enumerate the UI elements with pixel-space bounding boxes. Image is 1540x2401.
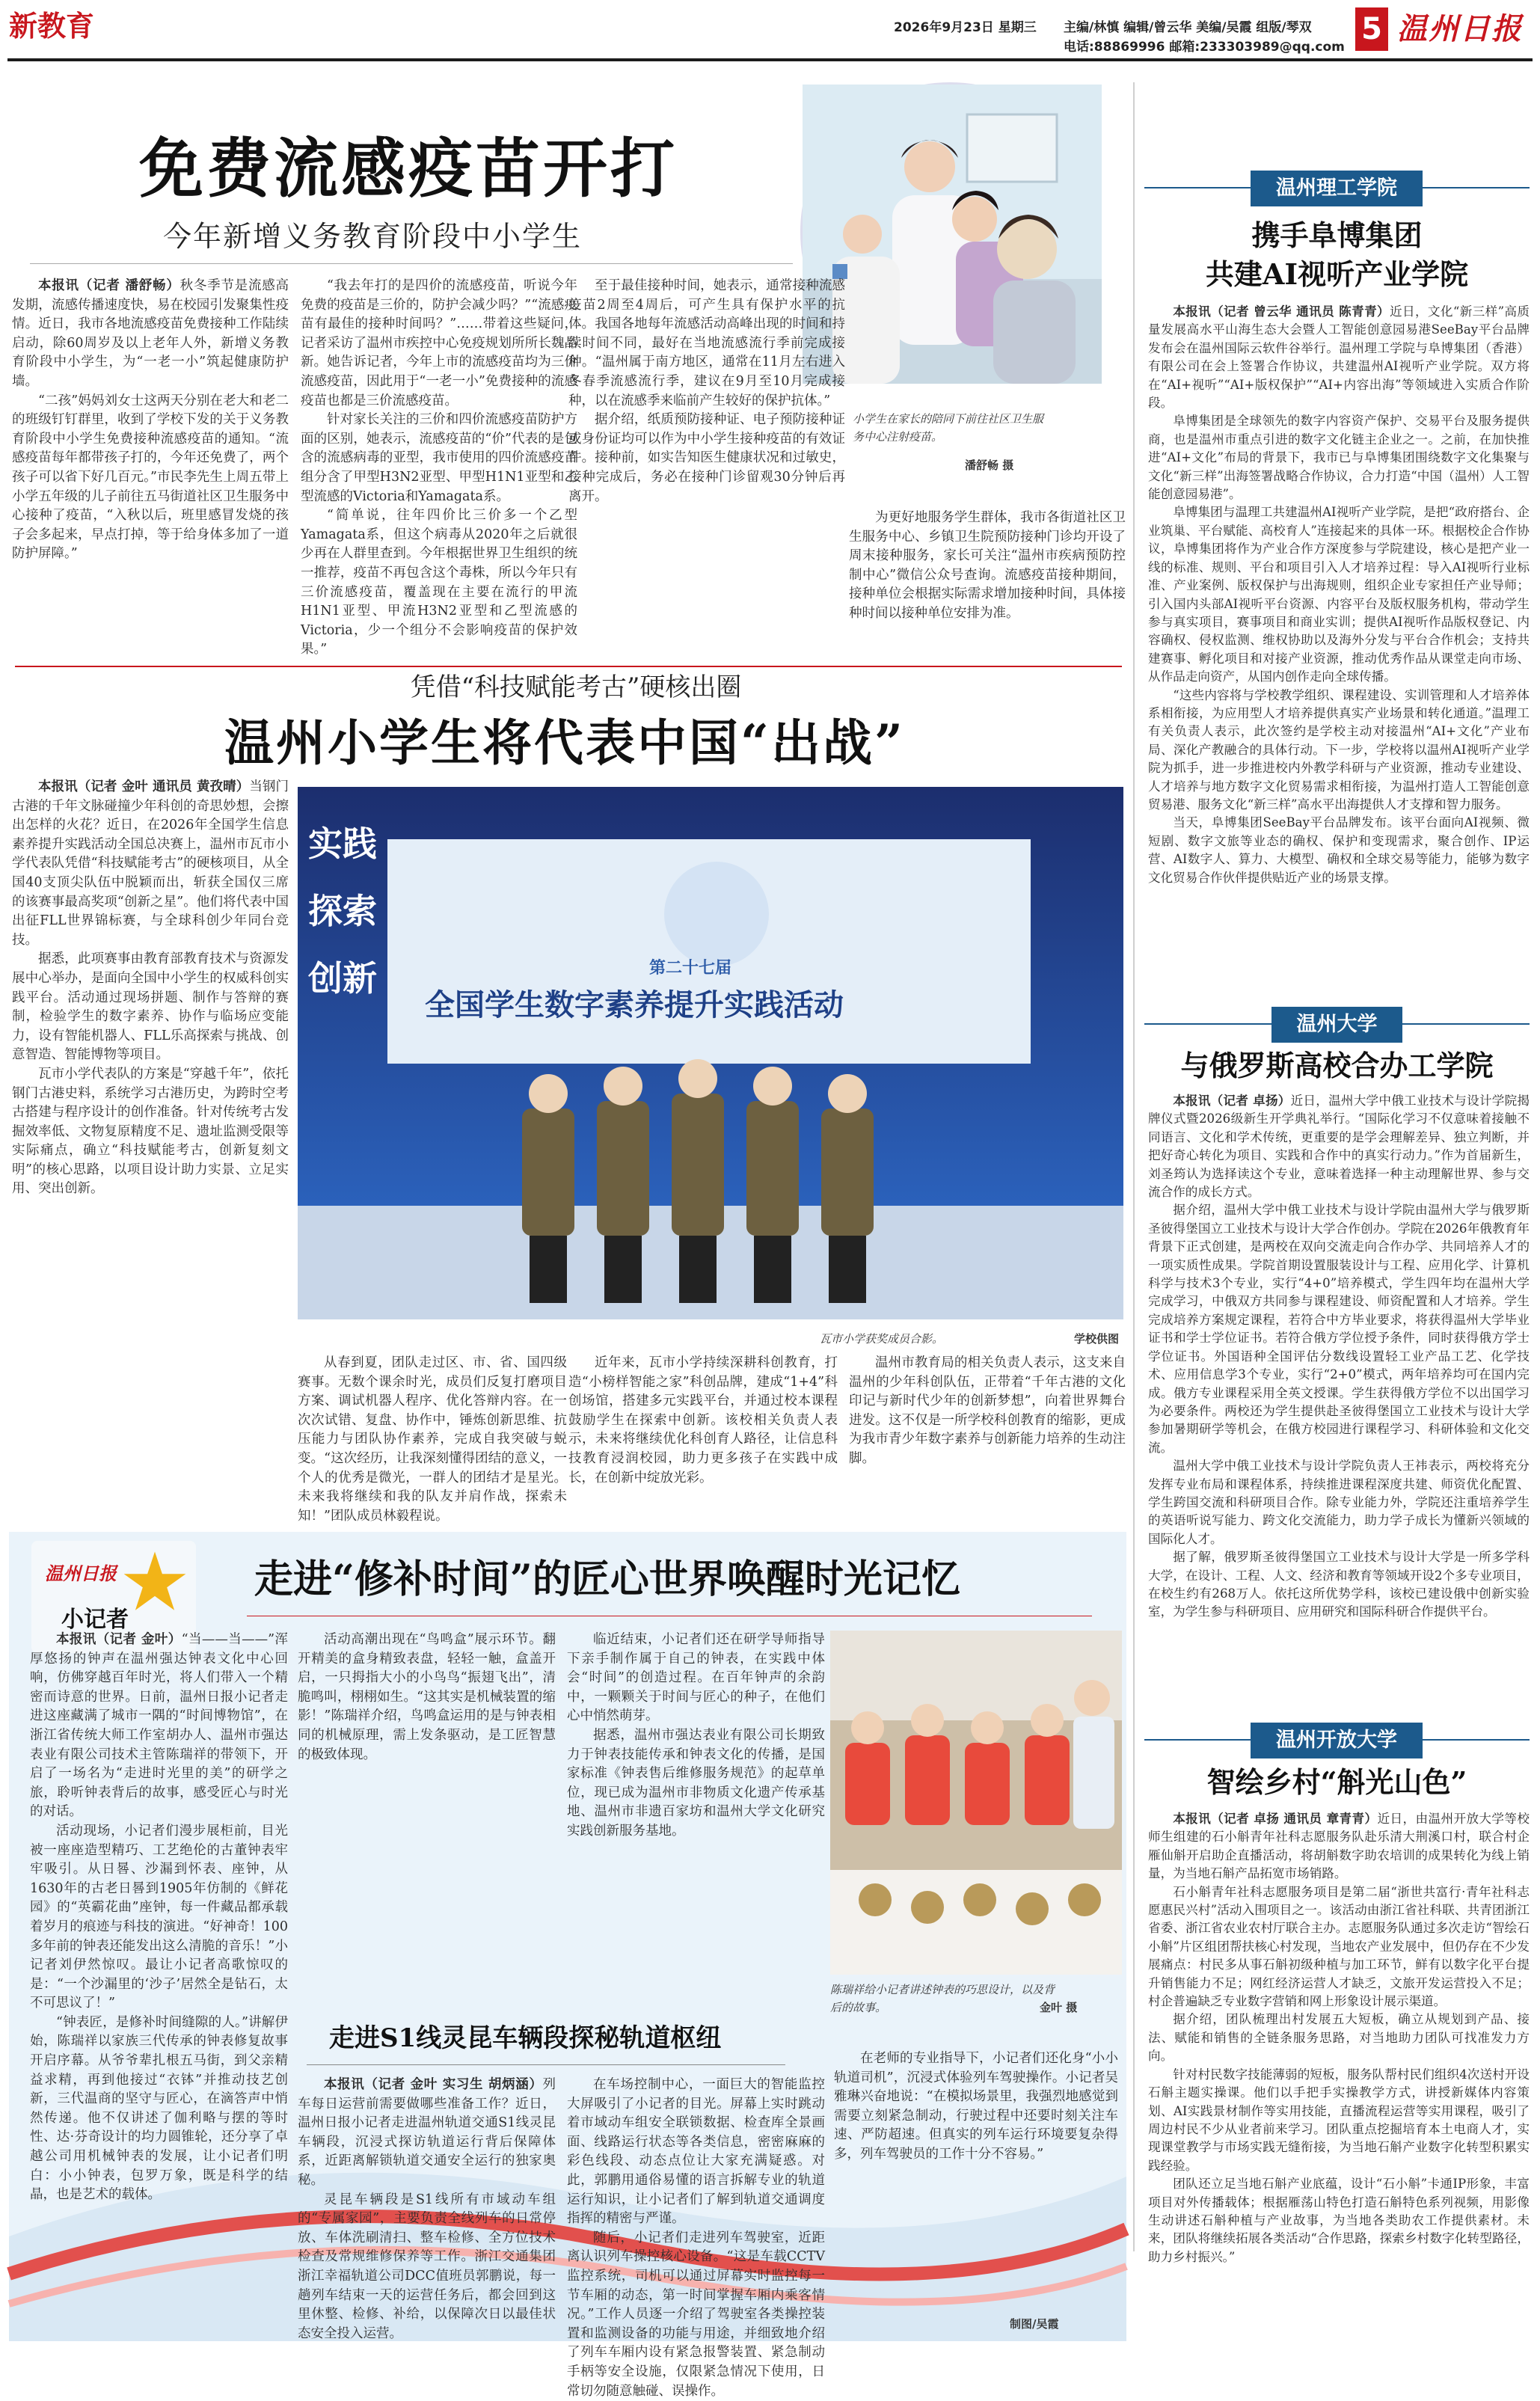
- paragraph: 列车每日运营前需要做哪些准备工作？近日，温州日报小记者走进温州轨道交通S1线灵昆车辆段，沉浸式探访轨道运行背后保障体系，近距离解锁轨道交通安全运行的独家奥秘。: [298, 2077, 556, 2188]
- story-column-2: [301, 277, 577, 657]
- story-column-1: [30, 1631, 288, 2289]
- section-header: 温州开放大学: [1251, 1723, 1423, 1758]
- story-column: [1148, 303, 1530, 976]
- paragraph: 据悉，此项赛事由教育部教育技术与资源发展中心举办，是面向全国中小学生的权威科创实践平台。活动通过现场拼题、制作与答辩的赛制，检验学生的数字素养、协作与临场应变能力，设有智能机器人、FLL乐高探索与挑战、创意智造、智能博物等项目。: [12, 951, 289, 1063]
- paragraph: 近日，文化“新三样”高质量发展高水平山海生态大会暨人工智能创意园易港SeeBay平台品牌发布会在温州国际云软件谷举行。温州理工学院与阜博集团（香港）有限公司在会上签署合作协议，共建温州AI视听产业学院。双方将在“AI+视听”“AI+版权保护”“AI+内容出海”等领域进入实质合作阶段。: [1148, 304, 1530, 411]
- contact-info: 电话:88869996 邮箱:233303989@qq.com: [1064, 40, 1345, 55]
- byline: 本报讯（记者 卓扬 通讯员 章青青）: [1173, 1812, 1378, 1826]
- paragraph: 据介绍，温州大学中俄工业技术与设计学院由温州大学与俄罗斯圣彼得堡国立工业技术与设计大学合作创办。学院在2026年俄教育年背景下正式创建，是两校在双向交流走向合作办学、共同培养人才的一项实质性成果。学院首期设置服装设计与工程、应用化学、计算机科学与技术3个专业，实行“4+0”培养模式，学生四年均在温州大学完成学习，中俄双方共同参与课程建设、师资配置和人才培养。学生完成培养方案规定课程，若符合中方毕业要求，将获得温州大学毕业证书和学士学位证书。若符合俄方学位授予条件，同时获得俄方学士学位证书。外国语种全国评估分数线设置轻工业产品工艺、化学技术、应用信息学3个专业，实行“2+0”模式，两年培养均可在国内完成。俄方专业课程采用全英文授课。学生获得俄方学位不以出国学习为必要条件。两校还为学生提供赴圣彼得堡国立工业技术与设计大学参加暑期研学等机会，在俄方校园进行课程学习、科研体验和文化交流。: [1148, 1203, 1530, 1455]
- design-credit: 制图/吴霞: [1010, 2317, 1059, 2331]
- sub-headline-underline: [307, 2064, 785, 2065]
- paragraph: “钟表匠，是修补时间缝隙的人。”讲解伊始，陈瑞祥以家族三代传承的钟表修复故事开启序幕。从爷爷辈扎根五马街，到父亲精益求精，再到他接过“衣钵”并推动技艺创新，三代温商的坚守与匠心，在滴答声中悄然传递。他不仅讲述了伽利略与摆的等时性、达·芬奇设计的均力圆锥轮，还分享了卓越公司用机械钟表的发展，让小记者们明白：小小钟表，包罗万象，既是科学的结晶，也是艺术的载体。: [30, 2014, 288, 2203]
- story-column-4: [849, 509, 1126, 628]
- headline: 与俄罗斯高校合办工学院: [1180, 1049, 1494, 1082]
- headline: 温州小学生将代表中国“出战”: [224, 714, 905, 772]
- section-label: 新教育: [9, 10, 95, 43]
- paragraph: 针对村民数字技能薄弱的短板，服务队帮村民们组织4次送村开设石斛主题实操课。他们以手把手实操教学方式，讲授新媒体内容策划、AI实践景材制作等实用技能，直播流程运营等实用课程，吸引了周边村民不少从业者前来学习。团队重点挖掘培育本土电商人才，实现课堂教学与市场实践无缝衔接，为当地石斛产业数字化转型积累实践经验。: [1148, 2067, 1530, 2173]
- paragraph: “简单说，往年四价比三价多一个乙型Yamagata系，但这个病毒从2020年之后就很少再在人群里查到。今年根据世界卫生组织的统一推荐，疫苗不再包含这个毒株，所以今年只有三价流感疫苗，覆盖现在主要在流行的甲流H1N1亚型、甲流H3N2亚型和乙型流感的Victoria，少一个组分不会影响疫苗的保护效果。”: [301, 508, 577, 657]
- story-column-1: [12, 277, 289, 628]
- paragraph: 临近结束，小记者们还在研学导师指导下亲手制作属于自己的钟表，在实践中体会“时间”的创造过程。在百年钟声的余韵中，一颗颗关于时间与匠心的种子，在他们心中悄然萌芽。: [567, 1632, 825, 1724]
- photo-caption: 陈瑞祥给小记者讲述钟表的巧思设计，以及背后的故事。: [830, 1983, 1055, 2014]
- paragraph: 活动现场，小记者们漫步展柜前，目光被一座座造型精巧、工艺绝伦的古董钟表牢牢吸引。从日晷、沙漏到怀表、座钟，从1630年的古老日晷到1905年仿制的《鲜花园》的“英霸花曲”座钟，每一件藏品都承载着岁月的痕迹与科技的演进。“好神奇！100多年前的钟表还能发出这么清脆的音乐！”小记者刘伊然惊叹。最让小记者高歌惊叹的是：“一个沙漏里的‘沙子’居然全是钻石，太不可思议了！”: [30, 1823, 288, 2011]
- paragraph: “二孩”妈妈刘女士这两天分别在老大和老二的班级钉钉群里，收到了学校下发的关于义务教育阶段中小学生免费接种流感疫苗的通知。“流感疫苗每年都带孩子打的，今年还免费了，两个孩子可以省下好几百元。”市民李先生上周五带上小学五年级的儿子前往五马街道社区卫生服务中心接种了疫苗，“入秋以后，班里感冒发烧的孩子会多起来，早点打掉，等于给身体多加了一道防护屏障。”: [12, 393, 289, 562]
- photo-caption: 小学生在家长的陪同下前往社区卫生服务中心注射疫苗。: [853, 412, 1044, 444]
- paragraph: 据介绍，纸质预防接种证、电子预防接种证或身份证均可以作为中小学生接种疫苗的有效证件。接种前，如实告知医生健康状况和过敏史，接种完成后，务必在接种门诊留观30分钟后再离开。: [568, 412, 845, 504]
- paragraph: 团队还立足当地石斛产业底蕴，设计“石小斛”卡通IP形象，丰富项目对外传播载体；根据雁荡山特色打造石斛特色系列视频，用影像生动讲述石斛种植与产业故事，为当地各类助农工作提供素材。未来，团队将继续拓展各类活动“合作思路，探索乡村数字化转型路径，助力乡村振兴。”: [1148, 2177, 1530, 2264]
- byline: 本报讯（记者 卓扬）: [1173, 1094, 1291, 1108]
- headline: 走进“修补时间”的匠心世界唤醒时光记忆: [254, 1557, 960, 1602]
- paragraph: 从春到夏，团队走过区、市、省、国四级赛事。无数个课余时光，成员们反复打磨项目方案、调试机器人程序、优化答辩内容。在一次次试错、复盘、协作中，锤炼创新思维、抗压能力与团队协作素养，完成自我突破与蜕变。“这次经历，让我深刻懂得团结的意义，一个人的优秀是微光，一群人的团结才是星光。未来我将继续和我的队友并肩作战，探索未知！”团队成员林毅程说。: [298, 1355, 567, 1524]
- paragraph: 石小斛青年社科志愿服务项目是第二届“浙世共富行·青年社科志愿惠民兴村”活动入围项目之一。该活动由浙江省社科联、共青团浙江省委、浙江省农业农村厅联合主办。志愿服务队通过多次走访“智绘石小斛”片区组团帮扶核心村发现，当地农产业发展中，但仍存在不少发展痛点：村民多从事石斛初级种植与加工环节，鲜有以数字化平台提升销售能力不足；网红经济运营人才缺乏，文旅开发运营投入不足；村企普遍缺乏专业数字营销和网上形象设计展示渠道。: [1148, 1884, 1530, 2009]
- sub-byline: 本报讯（记者 金叶 实习生 胡炳涵）: [324, 2077, 543, 2092]
- title-underline: [30, 263, 793, 264]
- paragraph: 据介绍，团队梳理出村发展五大短板，确立从规划到产品、接法、赋能和销售的全链条服务思路，对当地助力团队可找准发力方向。: [1148, 2012, 1530, 2064]
- byline: 本报讯（记者 潘舒畅）: [38, 278, 180, 293]
- byline: 本报讯（记者 金叶）: [56, 1632, 182, 1647]
- byline: 本报讯（记者 曾云华 通讯员 陈青青）: [1173, 304, 1390, 319]
- paragraph: 阜博集团是全球领先的数字内容资产保护、交易平台及服务提供商，也是温州市重点引进的数字文化链主企业之一。之前，在加快推进“AI+文化”布局的背景下，我市已与阜博集团围绕数字文化集聚与文化“新三样”出海签署战略合作协议，合力打造“中国（温州）人工智能创意园易港”。: [1148, 414, 1530, 502]
- badge-paper-name: 温州日报: [45, 1563, 117, 1584]
- subheadline: 今年新增义务教育阶段中小学生: [163, 220, 583, 253]
- banner-event-name: 全国学生数字素养提升实践活动: [425, 988, 844, 1022]
- paragraph: 灵昆车辆段是S1线所有市域动车组的“专属家园”，主要负责全线列车的日常停放、车体洗刷清扫、整车检修、全方位技术检查及常规维修保养等工作。浙江交通集团浙江幸福轨道公司DCC值班员郭鹏说，每一趟列车结束一天的运营任务后，都会回到这里休整、检修、补给，以保障次日以最佳状态安全投入运营。: [298, 2192, 556, 2341]
- paragraph: 据悉，温州市强达表业有限公司长期致力于钟表技能传承和钟表文化的传播，是国家标准《钟表售后维修服务规范》的起草单位，现已成为温州市非物质文化遗产传承基地、温州市非遗百家坊和温州大学文化研究实践创新服务基地。: [567, 1727, 825, 1839]
- issue-date: 2026年9月23日 星期三: [894, 20, 1037, 35]
- paragraph: 至于最佳接种时间，她表示，通常接种流感疫苗2周至4周后，可产生具有保护水平的抗体。我国各地每年流感活动高峰出现的时间和持续时间不同，最好在当地流感流行季前完成接种。“温州属于南方地区，通常在11月左右进入冬春季流感流行季，建议在9月至10月完成接种，以在流感季来临前产生较好的保护抗体。”: [568, 278, 845, 408]
- story-column-3: [568, 277, 845, 628]
- paragraph: 在车场控制中心，一面巨大的智能监控大屏吸引了小记者的目光。屏幕上实时跳动着市域动车组安全联锁数据、检查库全景画面、线路运行状态等各类信息，密密麻麻的彩色线段、动态点位让大家充满疑惑。对此，郭鹏用通俗易懂的语言拆解专业的轨道运行知识，让小记者们了解到轨道交通调度指挥的精密与严谨。: [567, 2077, 825, 2227]
- story-column-3: [567, 1631, 825, 1960]
- side-word-innovate: 创新: [308, 958, 377, 999]
- header-rule: [7, 58, 1533, 61]
- paragraph: 阜博集团与温理工共建温州AI视听产业学院，是把“政府搭台、企业筑巢、平台赋能、高校育人”连接起来的具体一环。根据校企合作协议，阜博集团将作为产业合作方深度参与学院建设，核心是把产业一线的标准、规则、平台和项目引入人才培养过程：导入AI视听行业标准、产业案例、版权保护与出海规则，组织企业专家担任产业导师；引入国内头部AI视听平台资源、内容平台及版权服务机构，带动学生参与真实项目，赛事项目和商业实训；提供AI视听作品版权登记、内容确权、侵权监测、维权协助以及海外分发与平台合作机会；支持共建赛事、孵化项目和对接产业资源，推动优秀作品从课堂走向市场、从作品走向资产，从国内创作走向全球传播。: [1148, 505, 1530, 684]
- paragraph: 近年来，瓦市小学持续深耕科创教育，打造“小榜样智能之家”科创品牌，建成“1+4”科创场馆，搭建多元实践平台，并通过校本课程鼓励学生在探索中创新。该校相关负责人表示，未来将继续优化科创育人路径，让信息科技教育浸润校园，助力更多孩子在实践中成长，在创新中绽放光彩。: [568, 1355, 838, 1485]
- paragraph: 近日，温州大学中俄工业技术与设计学院揭牌仪式暨2026级新生开学典礼举行。“国际化学习不仅意味着接触不同语言、文化和学术传统，更重要的是学会理解差异、独立判断，并把好奇心转化为项目、实践和合作中的真实行动力。”作为首届新生，刘圣筠认为选择读这个专业，意味着选择一种主动理解世界、参与交流合作的成长方式。: [1148, 1094, 1530, 1200]
- paragraph: 温州大学中俄工业技术与设计学院负责人王祎表示，两校将充分发挥专业布局和课程体系，持续推进课程深度共建、师资优化配置、学生跨国交流和科研项目合作。除专业能力外，学院还注重培养学生的英语听说写能力、跨文化交流能力，助力学子成长为懂新兴领域的国际化人才。: [1148, 1459, 1530, 1546]
- paragraph: 在老师的专业指导下，小记者们还化身“小小轨道司机”，沉浸式体验列车驾驶操作。小记者吴雅琳兴奋地说：“在模拟场景里，我强烈地感觉到需要立刻紧急制动，行驶过程中还要时刻关注车速、严防超速。但真实的列车运行环境要复杂得多，列车驾驶员的工作十分不容易。”: [834, 2051, 1118, 2162]
- story-column: [1148, 1092, 1530, 1720]
- story-column-4: [849, 1354, 1126, 1503]
- page-number: 5: [1355, 7, 1388, 51]
- photo-credit: 学校供图: [1074, 1332, 1120, 1346]
- sub-column-1: [298, 2076, 556, 2341]
- sub-headline: 走进S1线灵昆车辆段探秘轨道枢纽: [329, 2023, 722, 2053]
- photo-credit: 潘舒畅 摄: [965, 459, 1014, 472]
- headline-line-1: 携手阜博集团: [1251, 218, 1423, 252]
- paper-logo: 温州日报: [1397, 11, 1523, 46]
- paragraph: 温州市教育局的相关负责人表示，这支来自温州的少年科创队伍，正带着“千年古港的文化印记与新时代少年的创新梦想”，向着世界舞台进发。这不仅是一所学校科创教育的缩影，更成为我市青少年数字素养与创新能力培养的生动注脚。: [849, 1355, 1126, 1466]
- paragraph: 近日，由温州开放大学等校师生组建的石小斛青年社科志愿服务队赴乐清大荆溪口村，联合村企雁仙斛开启助企直播活动，将胡斛数字助农培训的成果转化为线上销量，为当地石斛产品拓宽市场销路。: [1148, 1812, 1530, 1881]
- headline-line-2: 共建AI视听产业学院: [1205, 257, 1469, 291]
- badge-label: 小记者: [61, 1607, 129, 1633]
- story-column: [1148, 1810, 1530, 2334]
- star-icon: [121, 1548, 188, 1616]
- photo-credit: 金叶 摄: [1040, 2001, 1078, 2014]
- story-rule: [15, 666, 1122, 667]
- column-divider: [1133, 82, 1135, 2251]
- paragraph: 据了解，俄罗斯圣彼得堡国立工业技术与设计大学是一所多学科大学，在设计、工程、人文、经济和教育等领域开设2个多专业项目，在校生约有268万人。依托这所优势学科，该校已建设俄中创新实验室，为学生参与科研项目、应用研究和国际科研合作提供平台。: [1148, 1550, 1530, 1619]
- paragraph: 秋冬季节是流感高发期，流感传播速度快，易在校园引发聚集性疫情。近日，我市各地流感疫苗免费接种工作陆续启动，除60周岁及以上老年人外，新增义务教育阶段中小学生，为“一老一小”筑起健康防护墙。: [12, 278, 289, 389]
- paragraph: 针对家长关注的三价和四价流感疫苗防护方面的区别，她表示，流感疫苗的“价”代表的是包含的流感病毒的亚型，我市使用的四价流感疫苗组分含了甲型H3N2亚型、甲型H1N1亚型和乙型流感的Victoria和Yamagata系。: [301, 412, 577, 504]
- side-word-practice: 实践: [308, 824, 377, 864]
- photo-caption: 瓦市小学获奖成员合影。: [820, 1332, 944, 1346]
- clock-workshop-photo: [830, 1631, 1122, 1975]
- editor-credits: 主编/林慎 编辑/曾云华 美编/吴霞 组版/琴双: [1064, 20, 1312, 35]
- section-header: 温州大学: [1271, 1007, 1402, 1043]
- sub-column-3: [834, 2049, 1118, 2322]
- paragraph: “这些内容将与学校教学组织、课程建设、实训管理和人才培养体系相衔接，为应用型人才培养提供真实产业场景和转化通道。”温理工有关负责人表示，此次签约是学校主动对接温州“AI+文化”产业布局、深化产教融合的具体行动。下一步，学校将以温州AI视听产业学院为抓手，进一步推进校内外教学科研与产业资源，推动专业建设、人才培养与地方数字文化贸易需求相衔接，为温州打造人工智能创意贸易港、服务文化“新三样”高水平出海提供人才支撑和智力服务。: [1148, 687, 1530, 812]
- story-column-2: [298, 1354, 567, 1524]
- story-column-3: [568, 1354, 838, 1503]
- paragraph: 为更好地服务学生群体，我市各街道社区卫生服务中心、乡镇卫生院预防接种门诊均开设了周末接种服务，家长可关注“温州市疾病预防控制中心”微信公众号查询。流感疫苗接种期间，接种单位会根据实际需求增加接种时间，具体接种时间以接种单位安排为准。: [849, 510, 1126, 621]
- headline: 智绘乡村“斛光山色”: [1206, 1765, 1467, 1799]
- story-column-2: [298, 1631, 556, 1960]
- side-word-explore: 探索: [308, 891, 377, 931]
- story-column-1: [12, 778, 289, 1337]
- paragraph: 活动高潮出现在“鸟鸣盒”展示环节。翻开精美的盒身精致表盘，轻轻一触，盒盖开启，一只拇指大小的小鸟鸟“振翅飞出”，清脆鸣叫，栩栩如生。“这其实是机械装置的缩影！”陈瑞祥介绍，鸟鸣盒运用的是与钟表相同的机械原理，需上发条驱动，是工匠智慧的极致体现。: [298, 1632, 556, 1762]
- paragraph: “我去年打的是四价的流感疫苗，听说今年免费的疫苗是三价的，防护会减少吗？”“流感疫苗有最佳的接种时间吗？”……带着这些疑问，记者采访了温州市疾控中心免疫规划所所长魏晶新。她告诉记者，今年上市的流感疫苗均为三价流感疫苗，因此用于“一老一小”免费接种的流感疫苗也都是三价流感疫苗。: [301, 278, 577, 408]
- award-team-photo: [298, 787, 1123, 1319]
- paragraph: “当——当——”浑厚悠扬的钟声在温州强达钟表文化中心回响，仿佛穿越百年时光，将人们带入一个精密而诗意的世界。日前，温州日报小记者走进这座藏满了城市一隅的“时间博物馆”，在浙江省传统大师工作室胡办人、温州市强达表业有限公司技术主管陈瑞祥的带领下，开启了一场名为“走进时光里的美”的研学之旅，聆听钟表背后的故事，感受匠心与时光的对话。: [30, 1632, 288, 1820]
- sub-column-2: [567, 2076, 825, 2399]
- paragraph: 当天，阜博集团SeeBay平台品牌发布。该平台面向AI视频、微短剧、数字文旅等业态的确权、保护和变现需求，聚合创作、IP运营、AI数字人、算力、大模型、确权和全球交易等能力，能够为数字文化贸易合作伙伴提供贴近产业的场景支撑。: [1148, 815, 1530, 885]
- kicker: 凭借“科技赋能考古”硬核出圈: [344, 669, 808, 705]
- byline: 本报讯（记者 金叶 通讯员 黄孜晴）: [38, 779, 250, 794]
- paragraph: 当钢门古港的千年文脉碰撞少年科创的奇思妙想，会擦出怎样的火花？近日，在2026年全国学生信息素养提升实践活动全国总决赛上，温州市瓦市小学代表队凭借“科技赋能考古”的硬核项目，从全国40支顶尖队伍中脱颖而出，斩获全国仅三席的该赛事最高奖项“创新之星”。他们将代表中国出征FLL世界锦标赛，与全球科创少年同台竞技。: [12, 779, 289, 948]
- banner-event-edition: 第二十七届: [649, 959, 732, 978]
- paragraph: 瓦市小学代表队的方案是“穿越千年”，依托钢门古港史料，系统学习古港历史，为跨时空考古搭建与程序设计的创作准备。针对传统考古发掘效率低、文物复原精度不足、遗址监测受限等实际痛点，确立“科技赋能考古，创新复刻文明”的核心思路，以项目设计助力实景、立足实用、突出创新。: [12, 1066, 289, 1197]
- vaccination-photo: [800, 82, 1099, 381]
- headline: 免费流感疫苗开打: [139, 132, 678, 206]
- paragraph: 随后，小记者们走进列车驾驶室，近距离认识列车操控核心设备。“这是车载CCTV监控系统，司机可以通过屏幕实时监控每一节车厢的动态，第一时间掌握车厢内乘客情况。”工作人员逐一介绍了驾驶室各类操控装置和监测设备的功能与用途，并细致地介绍了列车车厢内设有紧急报警装置、紧急制动手柄等安全设施，仅限紧急情况下使用，日常切勿随意触碰、误操作。: [567, 2230, 825, 2399]
- section-header: 温州理工学院: [1251, 171, 1423, 206]
